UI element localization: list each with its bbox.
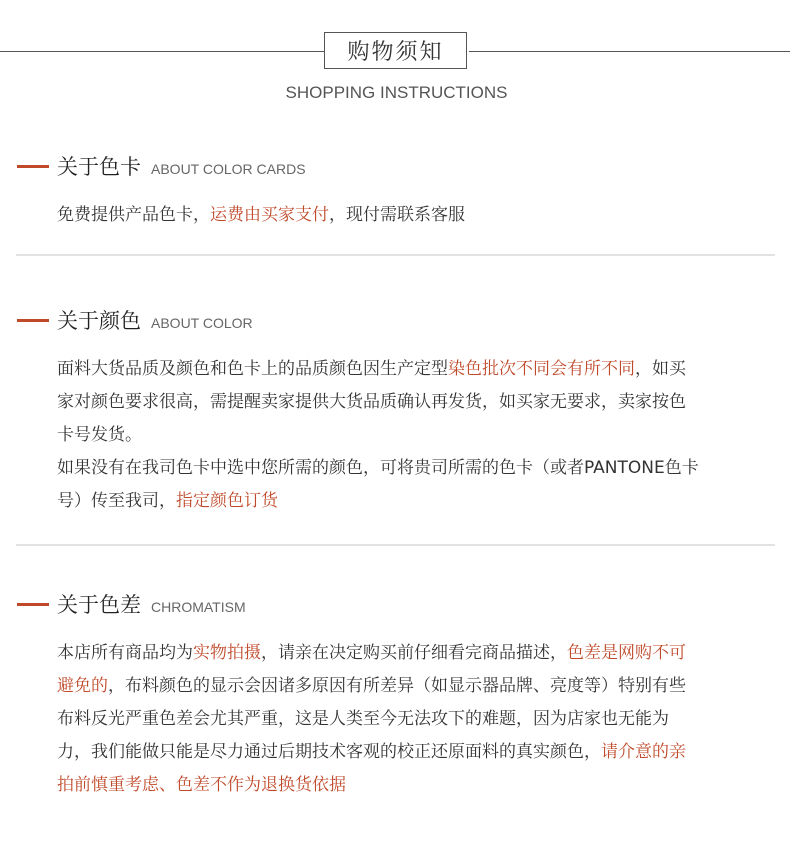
accent-dash [17,603,49,606]
body-text: ，现付需联系客服 [329,205,465,225]
body-text: 如果没有在我司色卡中选中您所需的颜色，可将贵司所需的色卡（或者PANTONE色卡号）传至我司， [57,458,699,511]
body-text: 面料大货品质及颜色和色卡上的品质颜色因生产定型 [57,359,448,379]
page-title: 购物须知 [324,32,467,69]
section-title-en: CHROMATISM [151,598,246,615]
body-text: ，布料颜色的显示会因诸多原因有所差异（如显示器品牌、亮度等）特别有些布料反光严重色差会尤其严重，这是人类至今无法攻下的难题，因为店家也无能为力，我们能做只能是尽力通过后期技术客观的校正还原面料的真实颜色， [57,676,686,762]
section-divider [16,254,775,256]
highlight-text: 实物拍摄 [193,643,261,663]
body-text: 本店所有商品均为 [57,643,193,663]
section-title: 关于颜色 [57,309,141,333]
section-divider [16,544,775,546]
section-chromatism-text [57,637,702,802]
body-text: ，如买家对颜色要求很高，需提醒卖家提供大货品质确认再发货，如买家无要求，卖家按色卡号发货。 [57,359,686,445]
highlight-text: 运费由买家支付 [210,205,329,225]
section-color-heading [17,305,253,335]
accent-dash [17,319,49,322]
section-color-cards-heading [17,151,306,181]
header-line-right [469,51,790,52]
accent-dash [17,165,49,168]
body-text: ，请亲在决定购买前仔细看完商品描述， [261,643,567,663]
section-color-cards-text [57,199,702,232]
page-subtitle: SHOPPING INSTRUCTIONS [285,83,508,102]
section-color-text [57,353,702,452]
section-chromatism-heading [17,589,246,619]
highlight-text: 色差是网购不可避免的 [57,643,686,696]
highlight-text: 指定颜色订货 [176,491,278,511]
section-title: 关于色卡 [57,155,141,179]
header-line-left [0,51,324,52]
section-title-en: ABOUT COLOR [151,314,253,331]
body-text: 免费提供产品色卡， [57,205,210,225]
highlight-text: 染色批次不同会有所不同 [448,359,635,379]
section-color-text-2 [57,452,702,518]
section-title: 关于色差 [57,593,141,617]
section-title-en: ABOUT COLOR CARDS [151,160,306,177]
highlight-text: 请介意的亲拍前慎重考虑、色差不作为退换货依据 [57,742,686,795]
